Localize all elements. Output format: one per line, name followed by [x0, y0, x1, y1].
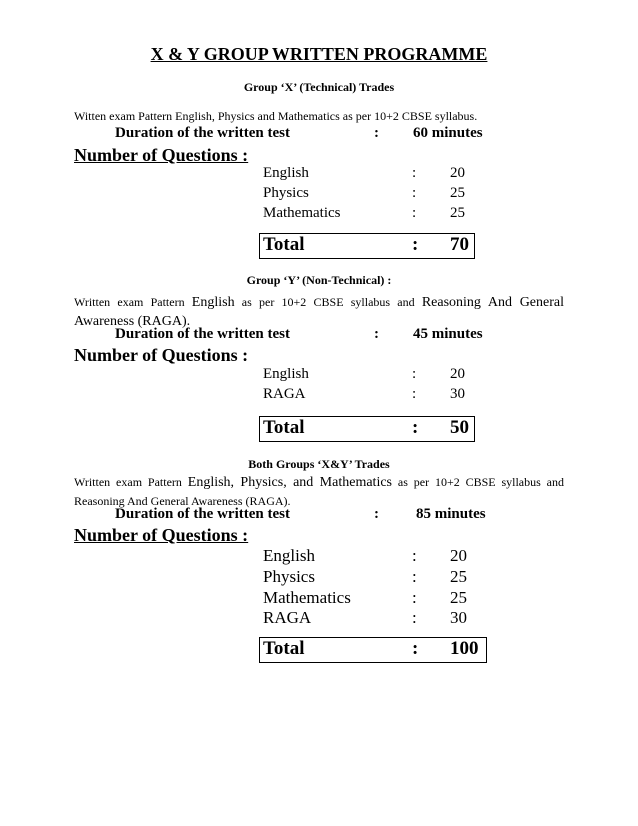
group-x-title: Group ‘X’ (Technical) Trades	[243, 80, 395, 94]
subject-count: 20	[450, 546, 467, 565]
subject-sep: :	[412, 205, 417, 221]
subject-name: English	[263, 546, 315, 565]
subject-name: English	[263, 165, 309, 181]
total-value: 100	[450, 638, 479, 659]
subject-sep: :	[412, 567, 417, 586]
group-y-title: Group ‘Y’ (Non-Technical) :	[246, 273, 392, 287]
total-sep: :	[412, 638, 419, 659]
subject-count: 30	[450, 386, 465, 402]
subject-sep: :	[412, 608, 417, 627]
duration-label: Duration of the written test	[115, 506, 290, 522]
total-sep: :	[412, 417, 419, 438]
subject-count: 20	[450, 165, 465, 181]
subject-count: 30	[450, 608, 467, 627]
group-xy-pattern: Written exam Pattern English, Physics, and Mathematics as per 10+2 CBSE syllabus and Reasoning And General Awareness (RAGA).	[74, 475, 565, 508]
subject-name: English	[263, 366, 309, 382]
total-label: Total	[263, 234, 305, 255]
subject-sep: :	[412, 386, 417, 402]
subject-count: 20	[450, 366, 465, 382]
duration-value: 85 minutes	[416, 506, 486, 522]
total-value: 70	[450, 234, 469, 255]
subject-name: Physics	[263, 185, 309, 201]
total-value: 50	[450, 417, 469, 438]
questions-heading: Number of Questions :	[74, 525, 249, 545]
subject-count: 25	[450, 567, 467, 586]
subject-sep: :	[412, 165, 417, 181]
subject-name: Mathematics	[263, 205, 341, 221]
group-y-pattern: Written exam Pattern English as per 10+2 CBSE syllabus and Reasoning And General Awareness (RAGA).	[74, 295, 564, 329]
subject-sep: :	[412, 588, 417, 607]
subject-count: 25	[450, 205, 465, 221]
duration-colon: :	[374, 326, 379, 342]
questions-heading: Number of Questions :	[74, 145, 249, 165]
subject-name: Physics	[263, 567, 315, 586]
group-x-pattern: Witten exam Pattern English, Physics and Mathematics as per 10+2 CBSE syllabus.	[74, 109, 478, 123]
duration-colon: :	[374, 506, 379, 522]
subject-count: 25	[450, 185, 465, 201]
total-label: Total	[263, 417, 305, 438]
duration-label: Duration of the written test	[115, 125, 290, 141]
subject-sep: :	[412, 185, 417, 201]
duration-label: Duration of the written test	[115, 326, 290, 342]
total-sep: :	[412, 234, 419, 255]
duration-value: 45 minutes	[413, 326, 483, 342]
subject-name: Mathematics	[263, 588, 351, 607]
subject-name: RAGA	[263, 386, 306, 402]
duration-value: 60 minutes	[413, 125, 483, 141]
group-xy-title: Both Groups ‘X&Y’ Trades	[248, 457, 390, 471]
subject-sep: :	[412, 546, 417, 565]
subject-name: RAGA	[263, 608, 312, 627]
subject-count: 25	[450, 588, 467, 607]
total-label: Total	[263, 638, 305, 659]
questions-heading: Number of Questions :	[74, 345, 249, 365]
page-title: X & Y GROUP WRITTEN PROGRAMME	[150, 44, 488, 64]
duration-colon: :	[374, 125, 379, 141]
subject-sep: :	[412, 366, 417, 382]
